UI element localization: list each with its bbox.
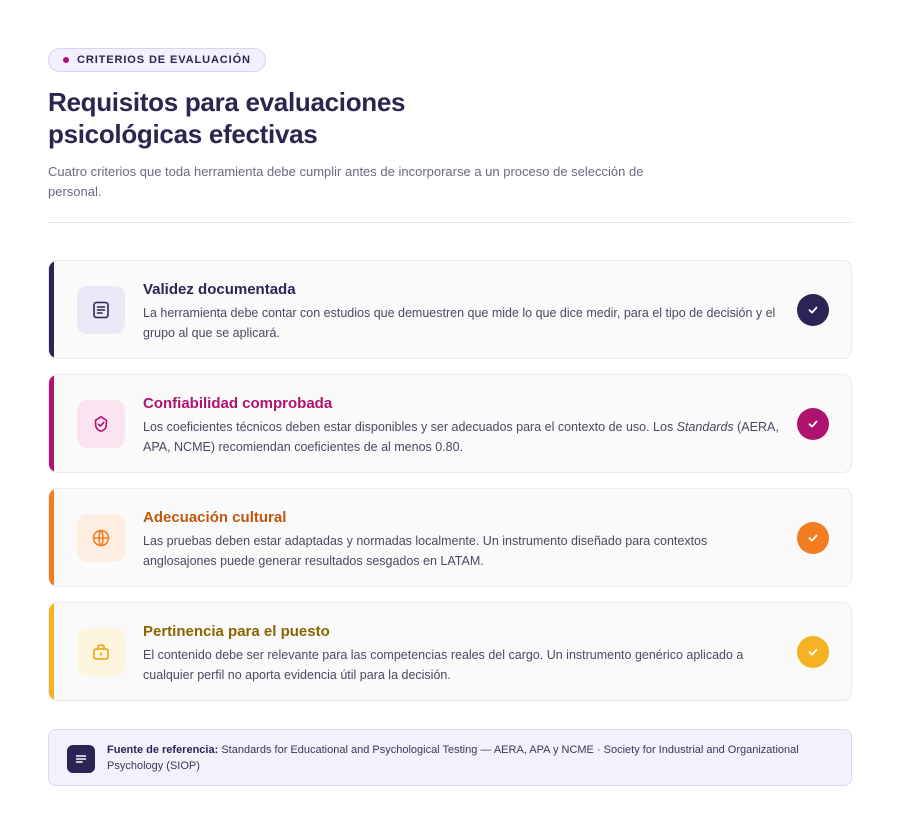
globe-icon — [91, 528, 111, 548]
description-emphasis: Standards — [676, 420, 734, 434]
criterion-card-confiabilidad — [48, 374, 852, 473]
badge-label: CRITERIOS DE EVALUACIÓN — [77, 54, 251, 66]
accent-bar — [49, 261, 54, 358]
criterion-card-pertinencia — [48, 602, 852, 701]
criterion-icon-box — [77, 400, 125, 448]
check-icon — [797, 294, 829, 326]
section-badge — [48, 48, 266, 72]
reference-source: Standards for Educational and Psychological Testing — AERA, APA y NCME · Society for Industrial and Organizational Psychology (SIOP) — [107, 744, 799, 772]
description-text: Los coeficientes técnicos deben estar disponibles y ser adecuados para el contexto de uso. Los — [143, 420, 677, 434]
criterion-title: Adecuación cultural — [143, 509, 287, 526]
shield-check-icon — [91, 414, 111, 434]
reference-label: Fuente de referencia: — [107, 744, 219, 756]
criteria-list — [48, 260, 852, 701]
criterion-title: Pertinencia para el puesto — [143, 623, 330, 640]
criterion-card-validez — [48, 260, 852, 359]
check-icon — [797, 408, 829, 440]
criterion-icon-box — [77, 286, 125, 334]
criterion-description: La herramienta debe contar con estudios que demuestren que mide lo que dice medir, para el tipo de decisión y el grupo al que se aplicará. — [143, 306, 776, 340]
badge-dot — [63, 57, 69, 63]
criterion-description — [143, 417, 783, 457]
check-icon — [797, 522, 829, 554]
criterion-title: Validez documentada — [143, 281, 296, 298]
description-text: (AERA, APA, NCME) recomiendan coeficientes de al menos 0.80. — [143, 420, 779, 454]
accent-bar — [49, 489, 54, 586]
criterion-card-adecuacion — [48, 488, 852, 587]
divider — [48, 222, 852, 223]
criterion-icon-box — [77, 628, 125, 676]
accent-bar — [49, 375, 54, 472]
criterion-icon-box — [77, 514, 125, 562]
briefcase-icon — [91, 642, 111, 662]
page-title: Requisitos para evaluaciones psicológicas efectivas — [48, 87, 406, 149]
text-lines-icon — [67, 745, 95, 773]
check-icon — [797, 636, 829, 668]
criterion-description: El contenido debe ser relevante para las competencias reales del cargo. Un instrumento genérico aplicado a cualquier perfil no aporta evidencia útil para la decisión. — [143, 648, 744, 682]
document-icon — [91, 300, 111, 320]
reference-text — [107, 742, 827, 774]
accent-bar — [49, 603, 54, 700]
page-subtitle: Cuatro criterios que toda herramienta debe cumplir antes de incorporarse a un proceso de selección de personal. — [48, 164, 644, 199]
criterion-description: Las pruebas deben estar adaptadas y normadas localmente. Un instrumento diseñado para contextos anglosajones puede generar resultados sesgados en LATAM. — [143, 534, 708, 568]
criterion-title: Confiabilidad comprobada — [143, 395, 333, 412]
reference-note — [48, 729, 852, 786]
